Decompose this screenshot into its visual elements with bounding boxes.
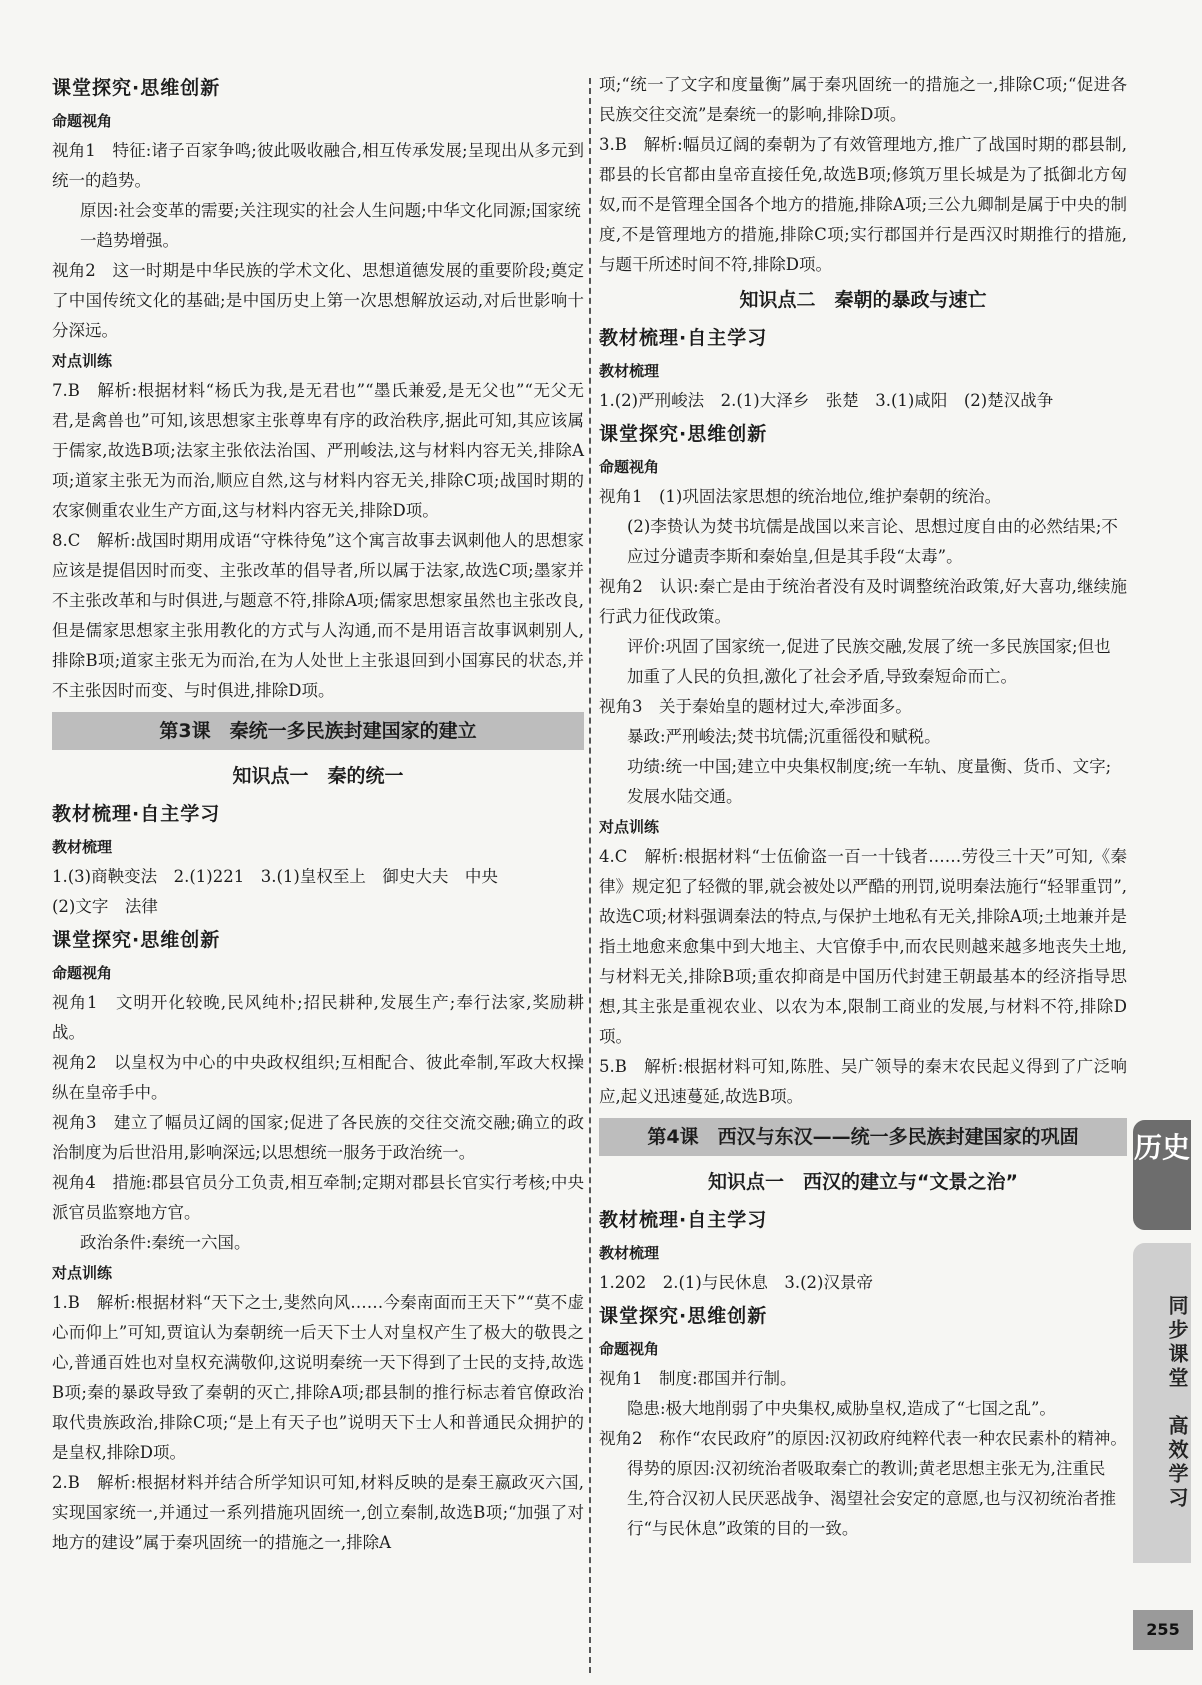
- subject-tab: 历史: [1133, 1120, 1191, 1230]
- paragraph: 视角3 建立了幅员辽阔的国家;促进了各民族的交往交流交融;确立的政治制度为后世沿用,影响深远;以思想统一服务于政治统一。: [52, 1113, 584, 1162]
- sub-label: 对点训练: [52, 352, 113, 370]
- right-column: [599, 70, 1127, 1544]
- indented-paragraph: 得势的原因:汉初统治者吸取秦亡的教训;黄老思想主张无为,注重民生,符合汉初人民厌恶战争、渴望社会安定的意愿,也与汉初统治者推行“与民休息”政策的目的一致。: [627, 1459, 1116, 1538]
- section-heading: 教材梳理·自主学习: [599, 327, 768, 349]
- indented-paragraph: 暴政:严刑峻法;焚书坑儒;沉重徭役和赋税。: [627, 727, 941, 746]
- section-heading: 课堂探究·思维创新: [599, 1305, 768, 1327]
- left-column: [52, 70, 584, 1558]
- paragraph: 视角2 认识:秦亡是由于统治者没有及时调整统治政策,好大喜功,继续施行武力征伐政策。: [599, 577, 1127, 626]
- paragraph: 1.B 解析:根据材料“天下之士,斐然向风……今秦南面而王天下”“莫不虚心而仰上”可知,贾谊认为秦朝统一后天下士人对皇权产生了极大的敬畏之心,普通百姓也对皇权充满敬仰,这说明秦统一天下得到了士民的支持,故选B项;秦的暴政导致了秦朝的灭亡,排除A项;郡县制的推行标志着官僚政治取代贵族政治,排除C项;“是上有天子也”说明天下士人和普通民众拥护的是皇权,排除D项。: [52, 1293, 584, 1462]
- paragraph: 5.B 解析:根据材料可知,陈胜、吴广领导的秦末农民起义得到了广泛响应,起义迅速蔓延,故选B项。: [599, 1057, 1127, 1106]
- paragraph: 视角1 制度:郡国并行制。: [599, 1369, 797, 1388]
- sub-label: 对点训练: [599, 818, 660, 836]
- lesson-title: 第4课 西汉与东汉——统一多民族封建国家的巩固: [599, 1118, 1127, 1156]
- sub-label: 教材梳理: [599, 1244, 660, 1262]
- column-divider: [589, 78, 591, 1673]
- section-heading: 教材梳理·自主学习: [52, 803, 221, 825]
- book-series-tab: 同步课堂 高效学习: [1133, 1243, 1191, 1563]
- knowledge-point-title: 知识点一 秦的统一: [232, 765, 404, 787]
- paragraph: 4.C 解析:根据材料“士伍偷盗一百一十钱者……劳役三十天”可知,《秦律》规定犯了轻微的罪,就会被处以严酷的刑罚,说明秦法施行“轻罪重罚”,故选C项;材料强调秦法的特点,与保护土地私有无关,排除A项;土地兼并是指土地愈来愈集中到大地主、大官僚手中,而农民则越来越多地丧失土地,与材料无关,排除B项;重农抑商是中国历代封建王朝最基本的经济指导思想,其主张是重视农业、以农为本,限制工商业的发展,与材料不符,排除D项。: [599, 847, 1127, 1046]
- paragraph: 视角2 称作“农民政府”的原因:汉初政府纯粹代表一种农民素朴的精神。: [599, 1429, 1127, 1448]
- section-heading: 教材梳理·自主学习: [599, 1209, 768, 1231]
- sub-label: 命题视角: [52, 112, 113, 130]
- paragraph: 项;“统一了文字和度量衡”属于秦巩固统一的措施之一,排除C项;“促进各民族交往交流”是秦统一的影响,排除D项。: [599, 75, 1127, 124]
- paragraph: 8.C 解析:战国时期用成语“守株待兔”这个寓言故事去讽刺他人的思想家应该是提倡因时而变、主张改革的倡导者,所以属于法家,故选C项;墨家并不主张改革和与时俱进,与题意不符,排除A项;儒家思想家虽然也主张改良,但是儒家思想家主张用教化的方式与人沟通,而不是用语言故事讽刺别人,排除B项;道家主张无为而治,在为人处世上主张退回到小国寡民的状态,并不主张因时而变、与时俱进,排除D项。: [52, 531, 584, 700]
- section-heading: 课堂探究·思维创新: [52, 77, 221, 99]
- paragraph: 视角1 特征:诸子百家争鸣;彼此吸收融合,相互传承发展;呈现出从多元到统一的趋势。: [52, 141, 584, 190]
- sub-label: 命题视角: [599, 1340, 660, 1358]
- paragraph: 视角1 (1)巩固法家思想的统治地位,维护秦朝的统治。: [599, 487, 1002, 506]
- paragraph: 1.(2)严刑峻法 2.(1)大泽乡 张楚 3.(1)咸阳 (2)楚汉战争: [599, 391, 1054, 410]
- indented-paragraph: (2)李贽认为焚书坑儒是战国以来言论、思想过度自由的必然结果;不应过分谴责李斯和秦始皇,但是其手段“太毒”。: [627, 517, 1118, 566]
- section-heading: 课堂探究·思维创新: [599, 423, 768, 445]
- paragraph: 视角2 这一时期是中华民族的学术文化、思想道德发展的重要阶段;奠定了中国传统文化的基础;是中国历史上第一次思想解放运动,对后世影响十分深远。: [52, 261, 584, 340]
- indented-paragraph: 隐患:极大地削弱了中央集权,威胁皇权,造成了“七国之乱”。: [627, 1399, 1056, 1418]
- paragraph: 视角2 以皇权为中心的中央政权组织;互相配合、彼此牵制,军政大权操纵在皇帝手中。: [52, 1053, 584, 1102]
- page-number: 255: [1133, 1610, 1193, 1650]
- indented-paragraph: 评价:巩固了国家统一,促进了民族交融,发展了统一多民族国家;但也加重了人民的负担,激化了社会矛盾,导致秦短命而亡。: [627, 637, 1111, 686]
- paragraph: 2.B 解析:根据材料并结合所学知识可知,材料反映的是秦王嬴政灭六国,实现国家统一,并通过一系列措施巩固统一,创立秦制,故选B项;“加强了对地方的建设”属于秦巩固统一的措施之一,排除A: [52, 1473, 584, 1552]
- paragraph: 视角4 措施:郡县官员分工负责,相互牵制;定期对郡县长官实行考核;中央派官员监察地方官。: [52, 1173, 584, 1222]
- paragraph: 3.B 解析:幅员辽阔的秦朝为了有效管理地方,推广了战国时期的郡县制,郡县的长官都由皇帝直接任免,故选B项;修筑万里长城是为了抵御北方匈奴,而不是管理全国各个地方的措施,排除A项;三公九卿制是属于中央的制度,不是管理地方的措施,排除C项;实行郡国并行是西汉时期推行的措施,与题干所述时间不符,排除D项。: [599, 135, 1127, 274]
- indented-paragraph: 功绩:统一中国;建立中央集权制度;统一车轨、度量衡、货币、文字;发展水陆交通。: [627, 757, 1112, 806]
- paragraph: 视角3 关于秦始皇的题材过大,牵涉面多。: [599, 697, 912, 716]
- sub-label: 对点训练: [52, 1264, 113, 1282]
- paragraph: 1.(3)商鞅变法 2.(1)221 3.(1)皇权至上 御史大夫 中央: [52, 867, 498, 886]
- sub-label: 命题视角: [52, 964, 113, 982]
- section-heading: 课堂探究·思维创新: [52, 929, 221, 951]
- knowledge-point-title: 知识点一 西汉的建立与“文景之治”: [708, 1171, 1018, 1193]
- sub-label: 教材梳理: [599, 362, 660, 380]
- sub-label: 教材梳理: [52, 838, 113, 856]
- sub-label: 命题视角: [599, 458, 660, 476]
- paragraph: (2)文字 法律: [52, 897, 158, 916]
- lesson-title: 第3课 秦统一多民族封建国家的建立: [52, 712, 584, 750]
- knowledge-point-title: 知识点二 秦朝的暴政与速亡: [739, 289, 987, 311]
- indented-paragraph: 原因:社会变革的需要;关注现实的社会人生问题;中华文化同源;国家统一趋势增强。: [80, 201, 581, 250]
- paragraph: 1.202 2.(1)与民休息 3.(2)汉景帝: [599, 1273, 873, 1292]
- paragraph: 7.B 解析:根据材料“杨氏为我,是无君也”“墨氏兼爱,是无父也”“无父无君,是禽兽也”可知,该思想家主张尊卑有序的政治秩序,据此可知,其应该属于儒家,故选B项;法家主张依法治国、严刑峻法,这与材料内容无关,排除A项;道家主张无为而治,顺应自然,这与材料内容无关,排除C项;战国时期的农家侧重农业生产方面,这与材料内容无关,排除D项。: [52, 381, 584, 520]
- indented-paragraph: 政治条件:秦统一六国。: [80, 1233, 251, 1252]
- paragraph: 视角1 文明开化较晚,民风纯朴;招民耕种,发展生产;奉行法家,奖励耕战。: [52, 993, 584, 1042]
